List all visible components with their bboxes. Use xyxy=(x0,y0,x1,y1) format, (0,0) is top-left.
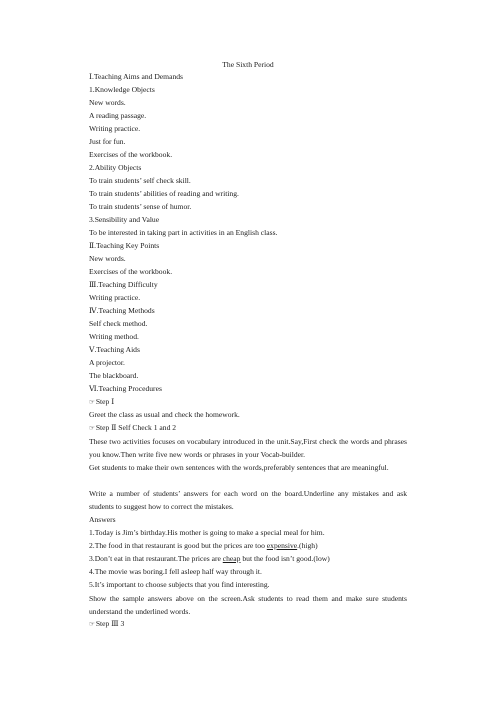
pointing-hand-icon: ☞ xyxy=(89,399,95,406)
answers-label: Answers xyxy=(89,515,116,524)
pointing-hand-icon: ☞ xyxy=(89,425,95,432)
step-label: Step Ⅲ 3 xyxy=(95,619,125,628)
step-heading xyxy=(89,423,176,434)
text-line: Writing method. xyxy=(89,332,139,341)
text-line: Just for fun. xyxy=(89,137,126,146)
section-heading: Ⅴ.Teaching Aids xyxy=(89,345,140,354)
step-heading xyxy=(89,397,114,408)
step-heading xyxy=(89,619,124,630)
text-line: Writing practice. xyxy=(89,124,141,133)
text-line: To train students’ self check skill. xyxy=(89,176,191,185)
pointing-hand-icon: ☞ xyxy=(89,621,95,628)
section-heading: Ⅳ.Teaching Methods xyxy=(89,306,155,315)
text-line: New words. xyxy=(89,254,126,263)
text-line: The blackboard. xyxy=(89,371,139,380)
answer-text: 3.Don’t eat in that restaurant.The prices are xyxy=(89,554,223,563)
section-heading: Ⅲ.Teaching Difficulty xyxy=(89,280,158,289)
answer-line xyxy=(89,541,318,551)
paragraph: Show the sample answers above on the screen.Ask students to read them and make sure students understand the underlined words. xyxy=(89,594,407,616)
underlined-word: cheap xyxy=(222,554,241,563)
text-line: Greet the class as usual and check the homework. xyxy=(89,410,240,419)
text-line: Exercises of the workbook. xyxy=(89,267,173,276)
step-label: Step Ⅱ Self Check 1 and 2 xyxy=(95,423,177,432)
text-line: 1.Knowledge Objects xyxy=(89,85,155,94)
text-line: A projector. xyxy=(89,358,125,367)
answer-text: .(high) xyxy=(297,541,318,550)
answer-line xyxy=(89,554,330,564)
text-line: To train students’ abilities of reading and writing. xyxy=(89,189,239,198)
text-line: 2.Ability Objects xyxy=(89,163,142,172)
text-line: To be interested in taking part in activities in an English class. xyxy=(89,228,278,237)
text-line: A reading passage. xyxy=(89,111,147,120)
answer-line: 5.It’s important to choose subjects that you find interesting. xyxy=(89,580,270,589)
answer-line: 1.Today is Jim’s birthday.His mother is going to make a special meal for him. xyxy=(89,528,325,537)
section-heading: Ⅵ.Teaching Procedures xyxy=(89,384,162,393)
paragraph: Write a number of students’ answers for each word on the board.Underline any mistakes and ask students to suggest how to correct the mistakes. xyxy=(89,489,407,511)
text-line: Writing practice. xyxy=(89,293,141,302)
underlined-word: expensive xyxy=(266,541,298,550)
answer-text: but the food isn’t good.(low) xyxy=(240,554,330,563)
step-label: Step Ⅰ xyxy=(95,397,115,406)
text-line: 3.Sensibility and Value xyxy=(89,215,160,224)
answer-line: 4.The movie was boring.I fell asleep half way through it. xyxy=(89,567,262,576)
answer-text: 2.The food in that restaurant is good but the prices are too xyxy=(89,541,267,550)
text-line: To train students’ sense of humor. xyxy=(89,202,192,211)
paragraph: These two activities focuses on vocabulary introduced in the unit.Say,First check the words and phrases you know.Then write five new words or phrases in your Vocab-builder. xyxy=(89,437,407,459)
section-heading: Ⅱ.Teaching Key Points xyxy=(89,241,160,250)
text-line: Self check method. xyxy=(89,319,148,328)
paragraph: Get students to make their own sentences with the words,preferably sentences that are meaningful. xyxy=(89,463,389,472)
text-line: Exercises of the workbook. xyxy=(89,150,173,159)
page-title: The Sixth Period xyxy=(222,60,274,69)
text-line: New words. xyxy=(89,98,126,107)
section-heading: Ⅰ.Teaching Aims and Demands xyxy=(89,72,183,81)
